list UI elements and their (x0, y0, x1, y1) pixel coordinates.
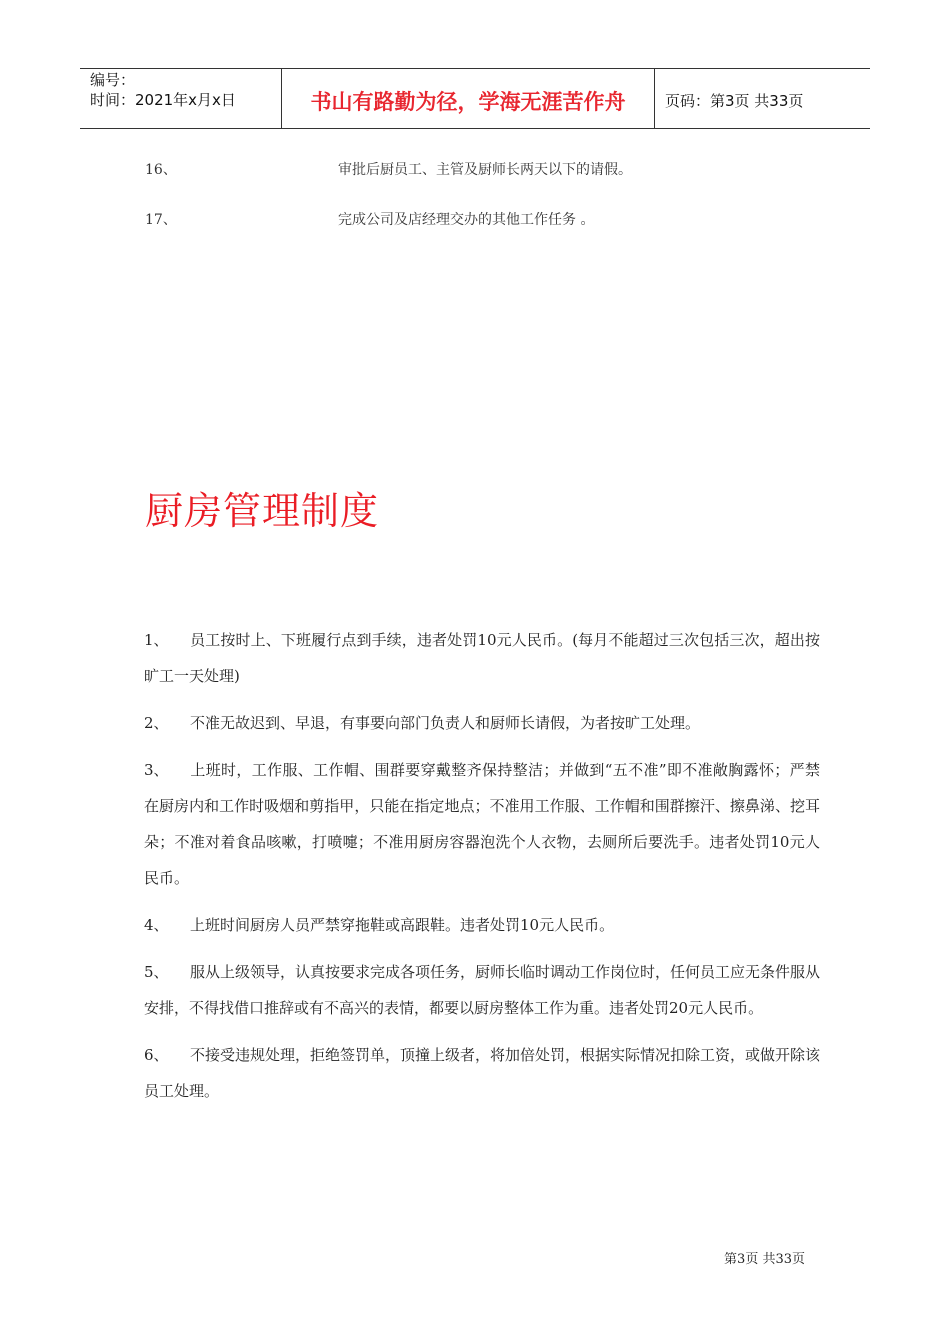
list-item-text: 审批后厨员工、主管及厨师长两天以下的请假。 (338, 162, 632, 178)
rules-list (144, 622, 820, 1120)
rule-item (144, 954, 820, 1026)
header-meta (80, 69, 282, 128)
rule-number: 5、 (144, 963, 169, 981)
rule-number: 6、 (144, 1046, 169, 1064)
rule-number: 2、 (144, 714, 169, 732)
header-motto: 书山有路勤为径，学海无涯苦作舟 (282, 69, 655, 128)
rule-text: 上班时，工作服、工作帽、围群要穿戴整齐保持整洁；并做到“五不准”即不准敞胸露怀；严禁在厨房内和工作时吸烟和剪指甲，只能在指定地点；不准用工作服、工作帽和围群擦汗、擦鼻涕、挖耳朵；不准对着食品咳嗽，打喷嚏；不准用厨房容器泡洗个人衣物，去厕所后要洗手。违者处罚10元人民币。 (144, 761, 820, 887)
rule-item (144, 907, 820, 943)
rule-item (144, 752, 820, 896)
page-footer: 第3页 共33页 (724, 1252, 805, 1267)
list-item-number: 16、 (145, 162, 177, 178)
page-header (80, 68, 870, 129)
header-page-label: 页码：第3页 共33页 (665, 92, 804, 110)
date-label: 时间：2021年x月x日 (90, 91, 236, 109)
list-item-text: 完成公司及店经理交办的其他工作任务 。 (338, 212, 595, 228)
rule-text: 上班时间厨房人员严禁穿拖鞋或高跟鞋。违者处罚10元人民币。 (190, 916, 615, 934)
list-item-number: 17、 (145, 212, 177, 228)
rule-text: 不接受违规处理，拒绝签罚单，顶撞上级者，将加倍处罚，根据实际情况扣除工资，或做开除该员工处理。 (144, 1046, 821, 1100)
number-label: 编号： (90, 71, 136, 89)
rule-item (144, 705, 820, 741)
rule-number: 1、 (144, 631, 169, 649)
section-title: 厨房管理制度 (145, 489, 380, 533)
rule-item (144, 1037, 820, 1109)
rule-number: 4、 (144, 916, 169, 934)
rule-number: 3、 (144, 761, 169, 779)
rule-text: 员工按时上、下班履行点到手续，违者处罚10元人民币。(每月不能超过三次包括三次，超出按旷工一天处理) (144, 631, 820, 685)
rule-text: 不准无故迟到、早退，有事要向部门负责人和厨师长请假，为者按旷工处理。 (190, 714, 701, 732)
rule-item (144, 622, 820, 694)
rule-text: 服从上级领导，认真按要求完成各项任务，厨师长临时调动工作岗位时，任何员工应无条件服从安排，不得找借口推辞或有不高兴的表情，都要以厨房整体工作为重。违者处罚20元人民币。 (144, 963, 821, 1017)
